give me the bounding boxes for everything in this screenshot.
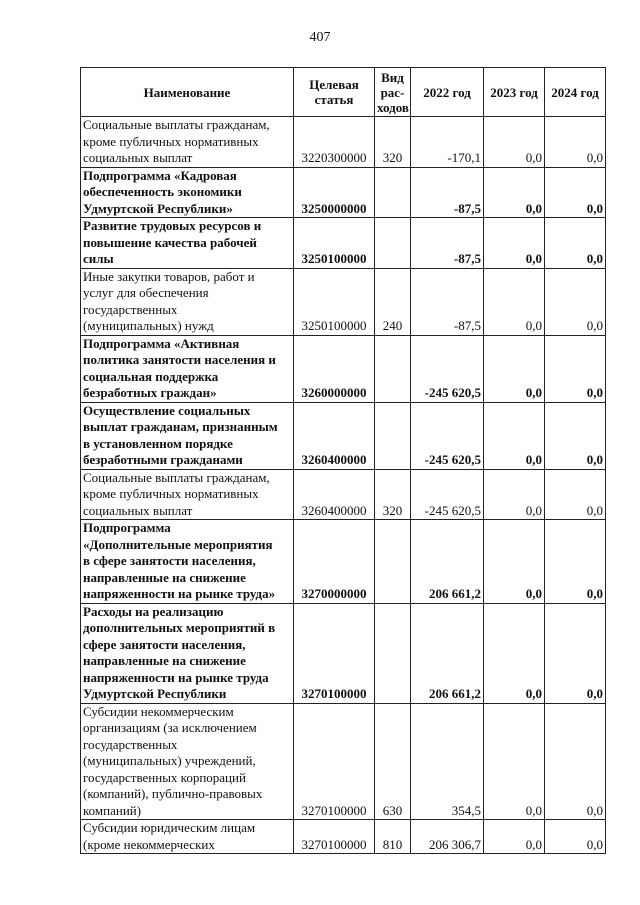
table-row [81, 520, 606, 604]
row-name-line: услуг для обеспечения [83, 285, 209, 300]
row-type-cell [375, 167, 411, 218]
row-2022-cell: -170,1 [411, 117, 484, 168]
row-name-line: напряженности на рынке труда [83, 669, 269, 685]
row-name-line: Удмуртской Республики [83, 686, 227, 701]
row-code-cell: 3260400000 [294, 402, 375, 469]
row-name-cell [81, 335, 294, 402]
row-name-line: силы [83, 251, 114, 266]
table-row [81, 218, 606, 269]
row-name-cell [81, 167, 294, 218]
row-type-cell: 320 [375, 117, 411, 168]
row-name-line: Развитие трудовых ресурсов и [83, 218, 262, 233]
row-type-cell [375, 218, 411, 269]
row-type-cell: 240 [375, 268, 411, 335]
row-code-cell: 3270100000 [294, 703, 375, 820]
table-row [81, 335, 606, 402]
row-2023-cell: 0,0 [484, 469, 545, 520]
row-name-line: государственных [83, 301, 178, 317]
table-row [81, 603, 606, 703]
row-2024-cell: 0,0 [545, 335, 606, 402]
row-code-cell: 3260000000 [294, 335, 375, 402]
row-code-cell: 3250100000 [294, 218, 375, 269]
row-name-line: государственных [83, 736, 178, 752]
row-name-line: безработных граждан» [83, 385, 217, 400]
row-2024-cell: 0,0 [545, 402, 606, 469]
row-name-line: политика занятости населения и [83, 352, 276, 367]
row-2023-cell: 0,0 [484, 520, 545, 604]
row-name-line: (муниципальных) нужд [83, 318, 214, 333]
row-name-line: безработными гражданами [83, 452, 243, 467]
row-2023-cell: 0,0 [484, 167, 545, 218]
row-name-line: Осуществление социальных [83, 402, 251, 418]
row-2022-cell: 206 661,2 [411, 520, 484, 604]
row-2022-cell: -245 620,5 [411, 402, 484, 469]
row-name-cell [81, 402, 294, 469]
row-name-line: Иные закупки товаров, работ и [83, 268, 255, 284]
row-name-line: кроме публичных нормативных [83, 133, 259, 149]
table-row [81, 703, 606, 820]
row-name-line: (компаний), публично-правовых [83, 786, 263, 801]
header-code-line: Целевая [309, 77, 359, 92]
row-name-line: государственных корпораций [83, 769, 246, 785]
row-code-cell: 3250100000 [294, 268, 375, 335]
row-2024-cell: 0,0 [545, 268, 606, 335]
row-2022-cell: -87,5 [411, 268, 484, 335]
row-name-line: социальных выплат [83, 150, 193, 165]
table-row [81, 469, 606, 520]
header-2022: 2022 год [411, 68, 484, 117]
row-2022-cell: -245 620,5 [411, 469, 484, 520]
row-2024-cell: 0,0 [545, 820, 606, 854]
row-2022-cell: 206 661,2 [411, 603, 484, 703]
row-2023-cell: 0,0 [484, 268, 545, 335]
row-name-line: в сфере занятости населения, [83, 553, 256, 568]
header-2023: 2023 год [484, 68, 545, 117]
row-name-line: Субсидии юридическим лицам [83, 820, 256, 835]
row-2023-cell: 0,0 [484, 218, 545, 269]
row-name-cell [81, 218, 294, 269]
row-name-line: Социальные выплаты гражданам, [83, 469, 270, 485]
row-name-line: Подпрограмма [83, 520, 171, 535]
row-2024-cell: 0,0 [545, 167, 606, 218]
row-name-cell [81, 520, 294, 604]
row-type-cell [375, 402, 411, 469]
row-code-cell: 3270100000 [294, 820, 375, 854]
row-name-line: повышение качества рабочей [83, 234, 257, 250]
row-2023-cell: 0,0 [484, 335, 545, 402]
row-name-cell [81, 703, 294, 820]
row-2022-cell: 206 306,7 [411, 820, 484, 854]
row-2023-cell: 0,0 [484, 402, 545, 469]
row-2023-cell: 0,0 [484, 117, 545, 168]
row-name-line: социальных выплат [83, 502, 193, 518]
row-name-line: сфере занятости населения, [83, 636, 246, 652]
row-2023-cell: 0,0 [484, 603, 545, 703]
row-2024-cell: 0,0 [545, 117, 606, 168]
row-type-cell: 320 [375, 469, 411, 520]
row-name-line: Социальные выплаты гражданам, [83, 117, 270, 132]
row-name-cell [81, 117, 294, 168]
row-name-line: дополнительных мероприятий в [83, 620, 276, 635]
row-code-cell: 3250000000 [294, 167, 375, 218]
row-name-line: выплат гражданам, признанным [83, 419, 278, 434]
row-name-line: Субсидии некоммерческим [83, 703, 234, 719]
row-2024-cell: 0,0 [545, 603, 606, 703]
row-name-line: кроме публичных нормативных [83, 486, 259, 501]
table-header-row [81, 68, 606, 117]
row-code-cell: 3220300000 [294, 117, 375, 168]
row-name-line: Подпрограмма «Активная [83, 335, 240, 351]
row-2022-cell: -87,5 [411, 167, 484, 218]
row-2022-cell: -245 620,5 [411, 335, 484, 402]
row-name-line: (муниципальных) учреждений, [83, 753, 256, 768]
row-name-line: «Дополнительные мероприятия [83, 536, 273, 552]
row-name-line: направленные на снижение [83, 569, 246, 585]
table-row [81, 820, 606, 854]
row-name-line: направленные на снижение [83, 653, 246, 668]
page-number: 407 [309, 30, 331, 45]
row-name-line: социальная поддержка [83, 368, 219, 384]
header-type [375, 68, 411, 117]
row-code-cell: 3270000000 [294, 520, 375, 604]
header-code-line: статья [314, 92, 354, 107]
header-code [294, 68, 375, 117]
row-2024-cell: 0,0 [545, 520, 606, 604]
row-name-line: напряженности на рынке труда» [83, 586, 276, 601]
row-2022-cell: -87,5 [411, 218, 484, 269]
row-name-line: Расходы на реализацию [83, 603, 224, 619]
row-name-line: в установленном порядке [83, 435, 233, 451]
row-code-cell: 3260400000 [294, 469, 375, 520]
row-name-line: организациям (за исключением [83, 720, 257, 735]
row-2024-cell: 0,0 [545, 703, 606, 820]
budget-table [80, 67, 606, 854]
row-2023-cell: 0,0 [484, 703, 545, 820]
table-row [81, 402, 606, 469]
row-type-cell: 630 [375, 703, 411, 820]
row-name-line: компаний) [83, 802, 142, 818]
row-2022-cell: 354,5 [411, 703, 484, 820]
row-name-cell [81, 268, 294, 335]
header-type-line: рас- [380, 84, 405, 100]
row-type-cell [375, 520, 411, 604]
row-name-cell [81, 820, 294, 854]
row-type-cell [375, 335, 411, 402]
row-type-cell [375, 603, 411, 703]
header-type-line: ходов [377, 99, 409, 115]
table-row [81, 167, 606, 218]
row-name-line: Подпрограмма «Кадровая [83, 167, 237, 183]
table-row [81, 117, 606, 168]
table-body [81, 117, 606, 854]
row-code-cell: 3270100000 [294, 603, 375, 703]
row-2024-cell: 0,0 [545, 469, 606, 520]
header-2024: 2024 год [545, 68, 606, 117]
row-type-cell: 810 [375, 820, 411, 854]
row-name-line: Удмуртской Республики» [83, 200, 233, 216]
header-type-line: Вид [381, 69, 404, 85]
row-name-line: (кроме некоммерческих [83, 836, 215, 852]
row-name-line: обеспеченность экономики [83, 184, 242, 199]
header-name: Наименование [81, 68, 294, 117]
table-row [81, 268, 606, 335]
row-2023-cell: 0,0 [484, 820, 545, 854]
row-2024-cell: 0,0 [545, 218, 606, 269]
row-name-cell [81, 469, 294, 520]
row-name-cell [81, 603, 294, 703]
